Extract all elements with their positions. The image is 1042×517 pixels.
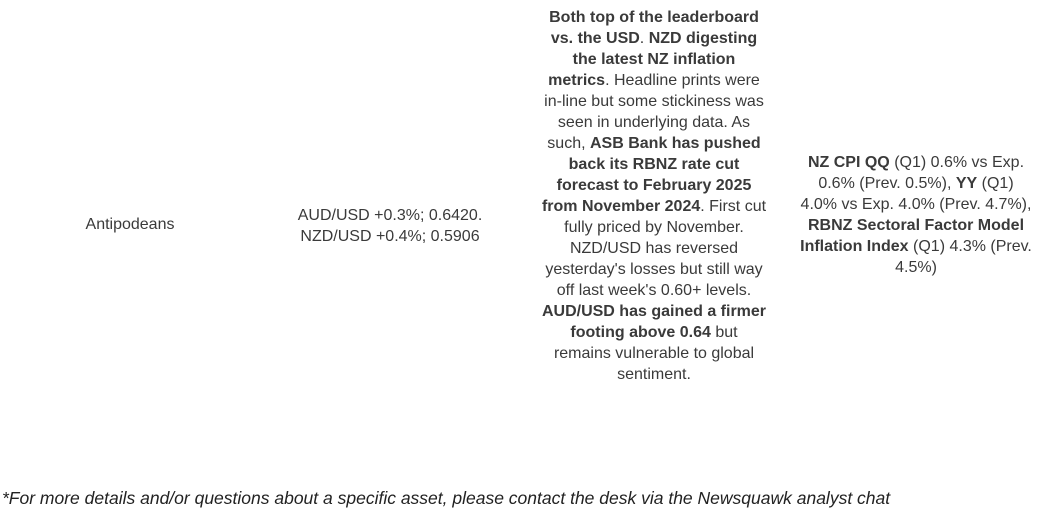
asset-name: Antipodeans xyxy=(85,216,175,233)
commentary-segment: Both top of the leaderboard vs. the USD xyxy=(549,9,759,47)
commentary-segment: . Headline prints were in-line but some stickiness was seen in underlying data. As such, xyxy=(544,72,764,152)
data-segment: (Q1) 4.3% (Prev. 4.5%) xyxy=(895,238,1032,276)
commentary-segment: but remains vulnerable to global sentiment. xyxy=(553,324,755,383)
commentary-segment: ASB Bank has pushed back its RBNZ rate cut forecast to February 2025 from November 2024 xyxy=(541,135,761,215)
nzd-usd-price: NZD/USD +0.4%; 0.5906 xyxy=(300,228,480,245)
data-segment: YY xyxy=(955,175,978,192)
commentary-segment: . xyxy=(639,30,649,47)
footnote: *For more details and/or questions about a specific asset, please contact the desk via the Newsquawk analyst chat xyxy=(2,488,891,508)
commentary-segment: . First cut fully priced by November. NZD/USD has reversed yesterday's losses but still way off last week's 0.60+ levels. xyxy=(545,198,767,299)
aud-usd-price: AUD/USD +0.3%; 0.6420. xyxy=(297,207,483,224)
price-moves xyxy=(270,205,510,247)
economic-data xyxy=(800,152,1032,278)
data-segment: (Q1) 4.0% vs Exp. 4.0% (Prev. 4.7%), xyxy=(800,175,1032,213)
commentary-segment: AUD/USD has gained a firmer footing above 0.64 xyxy=(541,303,767,341)
data-segment: (Q1) 0.6% vs Exp. 0.6% (Prev. 0.5%), xyxy=(818,154,1025,192)
commentary-segment: NZD digesting the latest NZ inflation metrics xyxy=(548,30,758,89)
data-segment: NZ CPI QQ xyxy=(807,154,890,171)
data-segment: RBNZ Sectoral Factor Model Inflation Index xyxy=(800,217,1025,255)
market-commentary xyxy=(540,7,768,385)
